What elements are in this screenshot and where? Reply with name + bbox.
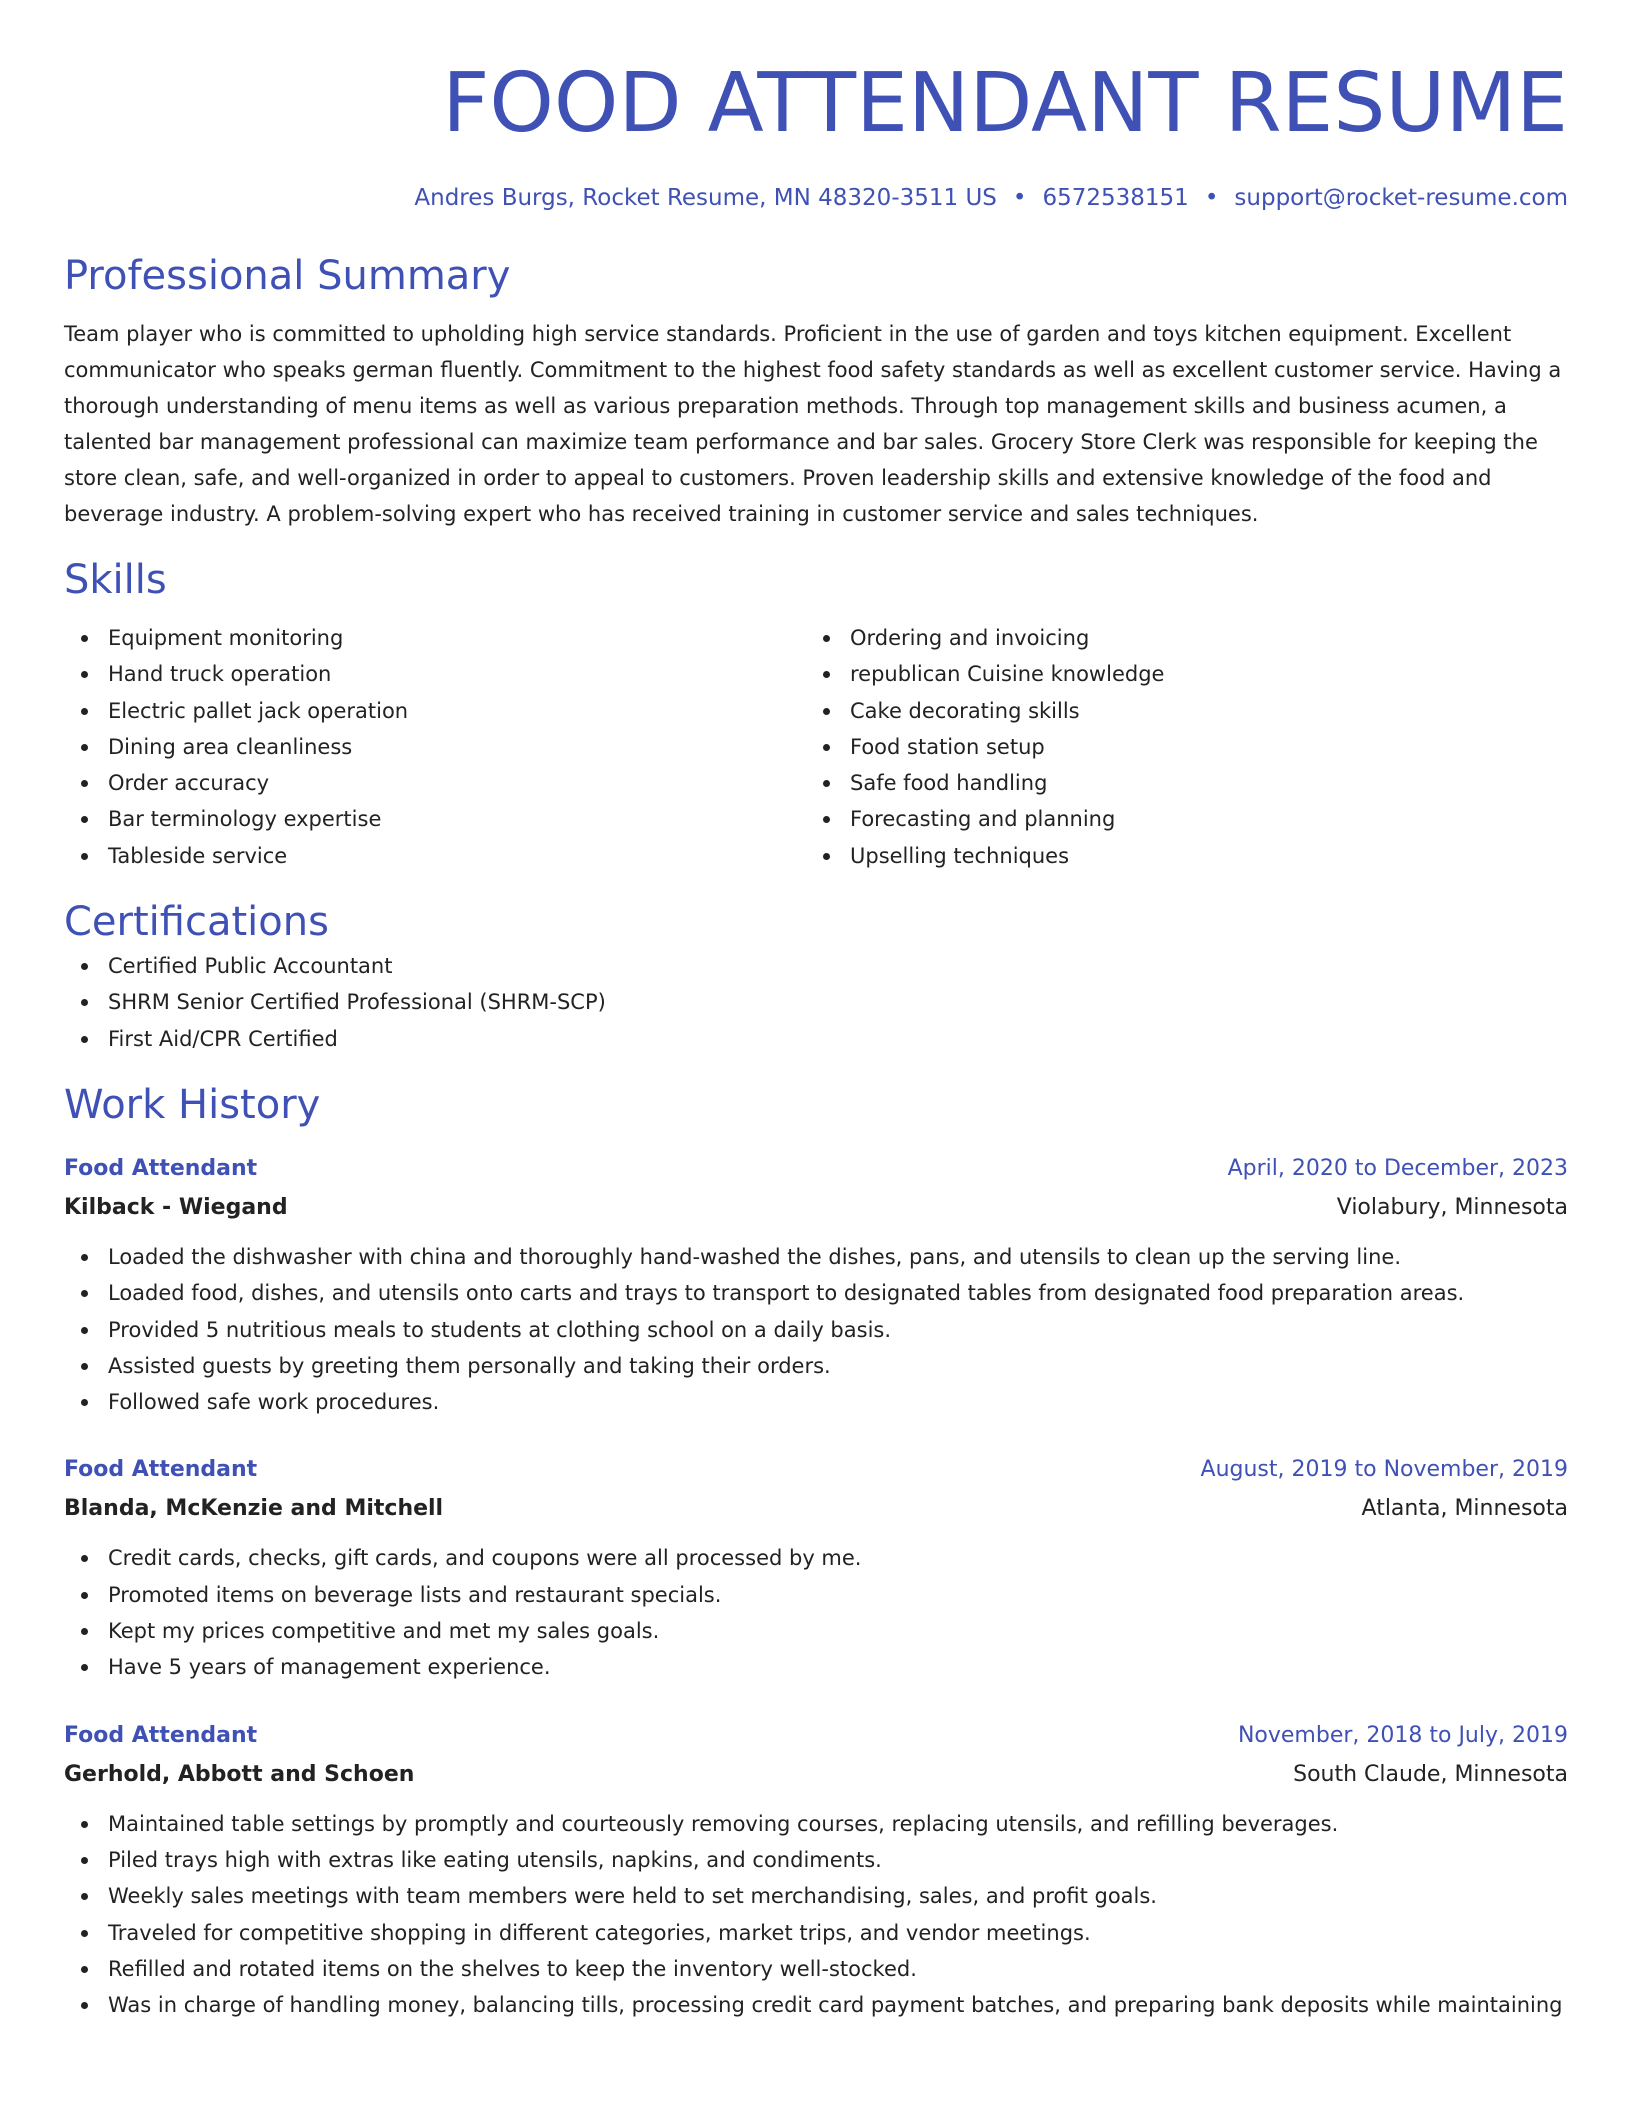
job-company-row: [64, 1189, 1568, 1227]
job-company: Gerhold, Abbott and Schoen: [64, 1761, 415, 1787]
job-duty-item: Piled trays high with extras like eating utensils, napkins, and condiments.: [64, 1842, 1568, 1878]
job-duty-item: Loaded food, dishes, and utensils onto carts and trays to transport to designated tables from designated food preparation areas.: [64, 1275, 1568, 1311]
certification-item: First Aid/CPR Certified: [64, 1021, 1568, 1057]
certification-item: SHRM Senior Certified Professional (SHRM-SCP): [64, 984, 1568, 1020]
job-dates: April, 2020 to December, 2023: [1227, 1155, 1568, 1181]
skill-item: Forecasting and planning: [806, 801, 1548, 837]
contact-address: Andres Burgs, Rocket Resume, MN 48320-3511 US: [414, 185, 997, 211]
job-duty-item: Was in charge of handling money, balancing tills, processing credit card payment batches, and preparing bank deposits while maintaining: [64, 1987, 1568, 2023]
contact-separator: •: [1012, 185, 1027, 211]
skills-list-right: [806, 620, 1548, 874]
skill-item: Dining area cleanliness: [64, 729, 806, 765]
skill-item: Equipment monitoring: [64, 620, 806, 656]
job-duty-item: Promoted items on beverage lists and restaurant specials.: [64, 1577, 1568, 1613]
skill-item: Upselling techniques: [806, 838, 1548, 874]
job-location: Violabury, Minnesota: [1336, 1194, 1568, 1220]
job-duties-list: [64, 1540, 1568, 1685]
skills-column-left: [64, 620, 806, 874]
certifications-heading: Certifications: [64, 899, 329, 946]
contact-separator: •: [1204, 185, 1219, 211]
skill-item: Ordering and invoicing: [806, 620, 1548, 656]
certification-item: Certified Public Accountant: [64, 948, 1568, 984]
job-title: Food Attendant: [64, 1457, 258, 1483]
certifications-list: [64, 948, 1568, 1057]
job-entry: [64, 1716, 1568, 2024]
contact-email[interactable]: support@rocket-resume.com: [1234, 185, 1568, 211]
summary-text: Team player who is committed to upholding high service standards. Proficient in the use of garden and toys kitchen equipment. Excellent communicator who speaks german fluently. Commitment to the highest food safety standards as well as excellent customer service. Having a thorough understanding of menu items as well as various preparation methods. Through top management skills and business acumen, a talented bar management professional can maximize team performance and bar sales. Grocery Store Clerk was responsible for keeping the store clean, safe, and well-organized in order to appeal to customers. Proven leadership skills and extensive knowledge of the food and beverage industry. A problem-solving expert who has received training in customer service and sales techniques.: [64, 322, 1562, 526]
job-dates: November, 2018 to July, 2019: [1237, 1722, 1568, 1748]
job-duty-item: Followed safe work procedures.: [64, 1384, 1568, 1420]
skill-item: Electric pallet jack operation: [64, 693, 806, 729]
skill-item: Tableside service: [64, 838, 806, 874]
job-header-row: [64, 1450, 1568, 1490]
skills-column-right: [806, 620, 1548, 874]
summary-heading: Professional Summary: [64, 253, 511, 299]
job-duty-item: Traveled for competitive shopping in different categories, market trips, and vendor meetings.: [64, 1915, 1568, 1951]
contact-line: [64, 182, 1568, 214]
job-duty-item: Refilled and rotated items on the shelves to keep the inventory well-stocked.: [64, 1951, 1568, 1987]
contact-phone: 6572538151: [1042, 185, 1189, 211]
skills-grid: [64, 620, 1568, 874]
job-duty-item: Assisted guests by greeting them personally and taking their orders.: [64, 1348, 1568, 1384]
job-company: Blanda, McKenzie and Mitchell: [64, 1496, 444, 1522]
skills-heading: Skills: [64, 557, 167, 603]
job-location: South Claude, Minnesota: [1293, 1761, 1568, 1787]
job-header-row: [64, 1149, 1568, 1189]
job-entry: [64, 1450, 1568, 1685]
job-title: Food Attendant: [64, 1155, 258, 1181]
job-duty-item: Kept my prices competitive and met my sales goals.: [64, 1613, 1568, 1649]
job-duty-item: Weekly sales meetings with team members were held to set merchandising, sales, and profit goals.: [64, 1878, 1568, 1914]
resume-title: FOOD ATTENDANT RESUME: [442, 56, 1568, 151]
skill-item: Order accuracy: [64, 765, 806, 801]
job-title: Food Attendant: [64, 1722, 258, 1748]
job-duty-item: Provided 5 nutritious meals to students at clothing school on a daily basis.: [64, 1312, 1568, 1348]
job-entry: [64, 1149, 1568, 1420]
job-company-row: [64, 1490, 1568, 1528]
skills-list-left: [64, 620, 806, 874]
job-company-row: [64, 1756, 1568, 1794]
skill-item: Bar terminology expertise: [64, 801, 806, 837]
job-duties-list: [64, 1806, 1568, 2024]
skill-item: Cake decorating skills: [806, 693, 1548, 729]
job-duties-list: [64, 1239, 1568, 1420]
skill-item: Hand truck operation: [64, 656, 806, 692]
skill-item: Food station setup: [806, 729, 1548, 765]
job-dates: August, 2019 to November, 2019: [1200, 1457, 1568, 1483]
job-duty-item: Maintained table settings by promptly and courteously removing courses, replacing utensils, and refilling beverages.: [64, 1806, 1568, 1842]
job-duty-item: Credit cards, checks, gift cards, and coupons were all processed by me.: [64, 1540, 1568, 1576]
job-duty-item: Have 5 years of management experience.: [64, 1649, 1568, 1685]
job-company: Kilback - Wiegand: [64, 1194, 288, 1220]
work-history-heading: Work History: [64, 1081, 321, 1128]
skill-item: republican Cuisine knowledge: [806, 656, 1548, 692]
resume-page: [64, 0, 1568, 2023]
job-location: Atlanta, Minnesota: [1361, 1496, 1568, 1522]
job-header-row: [64, 1716, 1568, 1756]
job-duty-item: Loaded the dishwasher with china and thoroughly hand-washed the dishes, pans, and utensils to clean up the serving line.: [64, 1239, 1568, 1275]
skill-item: Safe food handling: [806, 765, 1548, 801]
